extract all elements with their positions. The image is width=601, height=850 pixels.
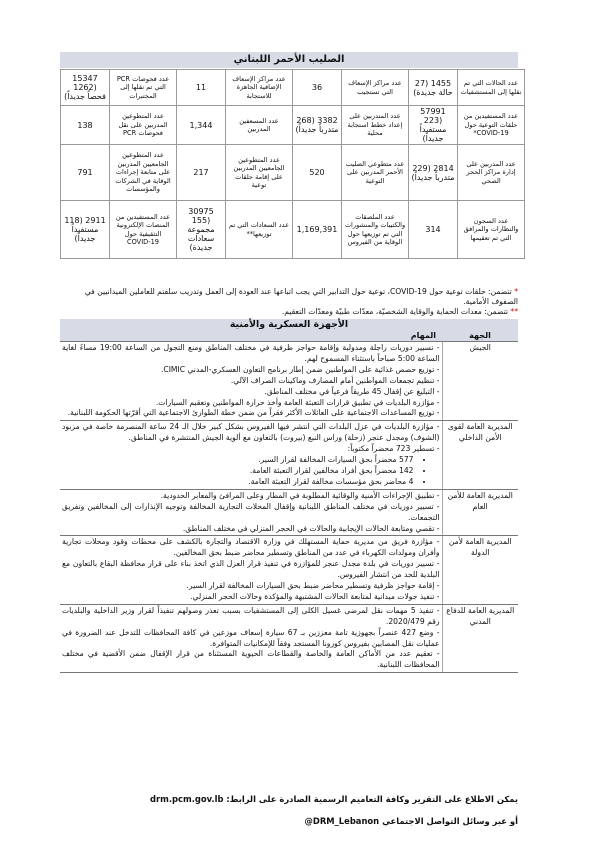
party-name: المديرية العامة للدفاع المدني [442,604,518,672]
task-item: - مؤازرة البلديات في تطبيق قرارات التعبئة العامة وأخذ حرارة المواطنين وتعقيم السيارات. [155,397,440,407]
task-item: - تعقيم عدد من الأماكن العامة والخاصة والقطاعات الحيوية المستثناة من قرار الإقفال ضمن الأقضية في مختلف المحافظات اللبنانية. [62,649,440,670]
task-item: - إقامة حواجز ظرفية وتسطير محاضر ضبط بحق السيارات المخالفة لقرار السير. [186,581,440,591]
task-item: - توزيع حصص غذائية على المواطنين ضمن إطار برنامج التعاون العسكري-المدني CIMIC. [160,364,440,374]
note-1 [60,287,518,307]
note-2-text: تتضمن: معدات الحماية والوقاية الشخصيّة، معدّات طبيّة ومعدّات التعقيم. [281,307,508,316]
sub-task-item: • 142 محضراً بحق أفراد مخالفين لقرار التعبئة العامة. [62,466,414,477]
stat-label: عدد الملصقات والكتيبات والمنشورات التي تم توزيعها حول الوقاية من الفيروس [342,201,409,259]
stat-value: 30975 (155 مجموعة سعادات جديدة) [177,201,226,259]
red-cross-title: الصليب الأحمر اللبناني [60,52,518,68]
task-item: - توزيع المساعدات الاجتماعية على العائلات الأكثر فقراً من ضمن خطة الطوارئ الاجتماعية التي أقرّتها الحكومة اللبنانية. [67,408,440,418]
stat-value: 2911 (118 مستفيداً جديداً) [61,201,110,259]
column-header-tasks: المهام [60,331,442,342]
stats-row [61,70,525,106]
security-table [60,331,518,673]
stat-label: عدد المسعفين المدربين [226,106,293,145]
task-item: - مؤازرة فريق من مديرية حماية المستهلك في وزارة الاقتصاد والتجارة بالكشف على محطات وقود ومحلات تجارية وأفران ومولدات الكهرباء في عدد من المناطق وتسطير محاضر ضبط بحق المخالفين. [62,537,440,558]
security-row [60,421,518,489]
stat-label: عدد فحوصات PCR التي تم نقلها إلى المختبرات [110,70,177,106]
task-item: - تسيير دوريات راجلة ومدولبة وإقامة حواجز ظرفية في مختلف المناطق ومنع التجول من الساعة 19:00 مساءً لغاية الساعة 5:00 صباحاً باستثناء المسموح لهم. [62,343,440,363]
stat-value: 520 [293,145,342,201]
task-item: - تطبيق الإجراءات الأمنية والوقائية المطلوبة في المطار وعلى المرافئ والمعابر الحدودية. [160,490,440,500]
party-name: المديرية العامة لأمن الدولة [442,536,518,604]
tasks-cell [60,604,442,672]
note-1-mark: * [514,287,518,296]
stat-value: 217 [177,145,226,201]
task-item: - وضع 427 عنصراً بجهوزية تامة معززين بـ 67 سيارة إسعاف موزعين في كافة المحافظات للتدخل عند الضرورة في عمليات نقل المصابين بفيروس كورونا المستجد وفقاً للإمكانيات المتوافرة. [62,627,440,648]
footer-line-2 [60,810,518,832]
red-cross-table [60,69,525,259]
stat-value: 36 [293,70,342,106]
stat-label: عدد المدربين على إدارة مراكز الحجر الصحي [458,145,525,201]
stat-value: 11 [177,70,226,106]
note-1-text: تتضمن: حلقات توعية حول COVID-19، توعية حول التدابير التي يجب اتباعها عند العودة إلى العمل وتدريب سلفتم للعاملين الميدانيين في الصفوف الأمامية. [84,287,518,306]
task-item: - تنفيذ 5 مهمات نقل لمرضى غسيل الكلى إلى المستشفيات بسبب تعذر وصولهم تنفيذاً لقرار وزير الداخلية والبلديات رقم 2020/479. [62,605,440,626]
website-link[interactable]: drm.pcm.gov.lb [149,794,224,804]
security-row [60,604,518,672]
stat-label: عدد المستفيدين من حلقات التوعية حول COVID-19* [458,106,525,145]
stat-value: 15347 (1262 فحصاً جديداً) [61,70,110,106]
party-name: الجيش [442,342,518,421]
security-row [60,342,518,421]
sub-task-list [62,455,426,488]
stat-label: عدد متطوعي الصليب الأحمر المدربين على التوعية [342,145,409,201]
party-name: المديرية العامة لقوى الأمن الداخلي [442,421,518,489]
tasks-cell [60,342,442,421]
task-list [62,343,440,419]
note-2 [60,307,518,317]
footer-text-2: أو عبر وسائل التواصل الاجتماعي [382,816,518,826]
stats-row [61,145,525,201]
stat-label: عدد السجون والنظارات والمرافق التي تم تعقيمها [458,201,525,259]
stat-value: 138 [61,106,110,145]
task-list [62,606,440,671]
task-list [62,422,440,455]
task-item: - تنظيم تجمعات المواطنين أمام المصارف وماكينات الصراف الآلي. [230,375,440,385]
stat-label: عدد السعادات التي تم توزيعها** [226,201,293,259]
security-row [60,489,518,536]
task-item: - التبليغ عن إقفال 45 طريقاً فرعياً في مختلف المناطق. [264,386,440,396]
stats-row [61,106,525,145]
party-name: المديرية العامة للأمن العام [442,489,518,536]
stat-label: عدد المستفيدين من المنصات الإلكترونية التثقيفية حول COVID-19 [110,201,177,259]
stat-label: عدد مراكز الإسعاف التي تستجيب [342,70,409,106]
red-cross-notes [60,287,518,317]
sub-task-item: • 577 محضراً بحق السيارات المخالفة لقرار السير. [62,455,414,466]
social-handle-link[interactable]: @DRM_Lebanon [304,816,380,826]
task-item: - تسطير 723 محضراً مكتوباً: [347,444,440,454]
stat-label: عدد مراكز الإسعاف الإضافية الجاهزة للاستجابة [226,70,293,106]
column-header-party: الجهة [442,331,518,342]
stat-label: عدد المتدربين على إعداد خطط استجابة محلية [342,106,409,145]
task-item: - تسيير دوريات في مختلف المناطق اللبنانية وإقفال المحلات التجارية المخالفة وتوجيه الإنذارات إلى المخالفين وتفريق التجمعات. [62,501,440,522]
stat-value: 3382 (268 متدرباً جديداً) [293,106,342,145]
stat-label: عدد المتطوعين الجامعيين المدربين على متابعة إجراءات الوقاية في الشركات والمؤسسات [110,145,177,201]
stat-value: 2814 (229 متدرباً جديداً) [409,145,458,201]
tasks-cell [60,489,442,536]
footer-line-1 [60,788,518,810]
sub-task-item: • 4 محاضر بحق مؤسسات مخالفة لقرار التعبئة العامة. [62,477,414,488]
stat-value: 314 [409,201,458,259]
stats-row [61,201,525,259]
tasks-cell [60,536,442,604]
task-item: - تنفيذ جولات ميدانية لمتابعة الحالات المشتبهة والمؤكدة وحالات الحجر المنزلي. [190,591,440,601]
stat-value: 1,169,391 [293,201,342,259]
security-title: الأجهزة العسكرية والأمنية [60,319,518,331]
stat-label: عدد المتطوعين الجامعيين المدربين على إقامة حلقات توعية [226,145,293,201]
stat-value: 57991 (223 مستفيداً جديداً) [409,106,458,145]
stat-label: عدد الحالات التي تم نقلها إلى المستشفيات [458,70,525,106]
footer-text-1: يمكن الاطلاع على التقرير وكافة التعاميم الرسمية الصادرة على الرابط: [226,794,518,804]
note-2-mark: ** [510,307,518,316]
footer [60,788,518,832]
stat-label: عدد المتطوعين المدربين على نقل فحوصات PCR [110,106,177,145]
task-list [62,491,440,535]
task-item: - تقصي ومتابعة الحالات الإيجابية والحالات في الحجر المنزلي في مختلف المناطق. [182,523,440,533]
tasks-cell [60,421,442,489]
stat-value: 791 [61,145,110,201]
task-item: - تسيير دوريات في بلدة مجدل عنجر للمؤازرة في تنفيذ قرار العزل الذي اتخذ بناء على قرار محافظة البقاع بالتعاون مع البلدية للحد من انتشار الفيروس. [62,559,440,580]
task-item: - مؤازرة البلديات في عزل البلدات التي انتشر فيها الفيروس بشكل كبير خلال الـ 24 ساعة المنصرمة خاصة في مزبود (الشوف) ومجدل عنجر (زحلة) وراس النبع (بيروت) بالتعاون مع ألوية الجيش المنتشرة في المناطق. [62,422,440,443]
stat-value: 1455 (27 حالة جديدة) [409,70,458,106]
task-list [62,537,440,602]
stat-value: 1,344 [177,106,226,145]
security-header-row [60,331,518,342]
security-row [60,536,518,604]
